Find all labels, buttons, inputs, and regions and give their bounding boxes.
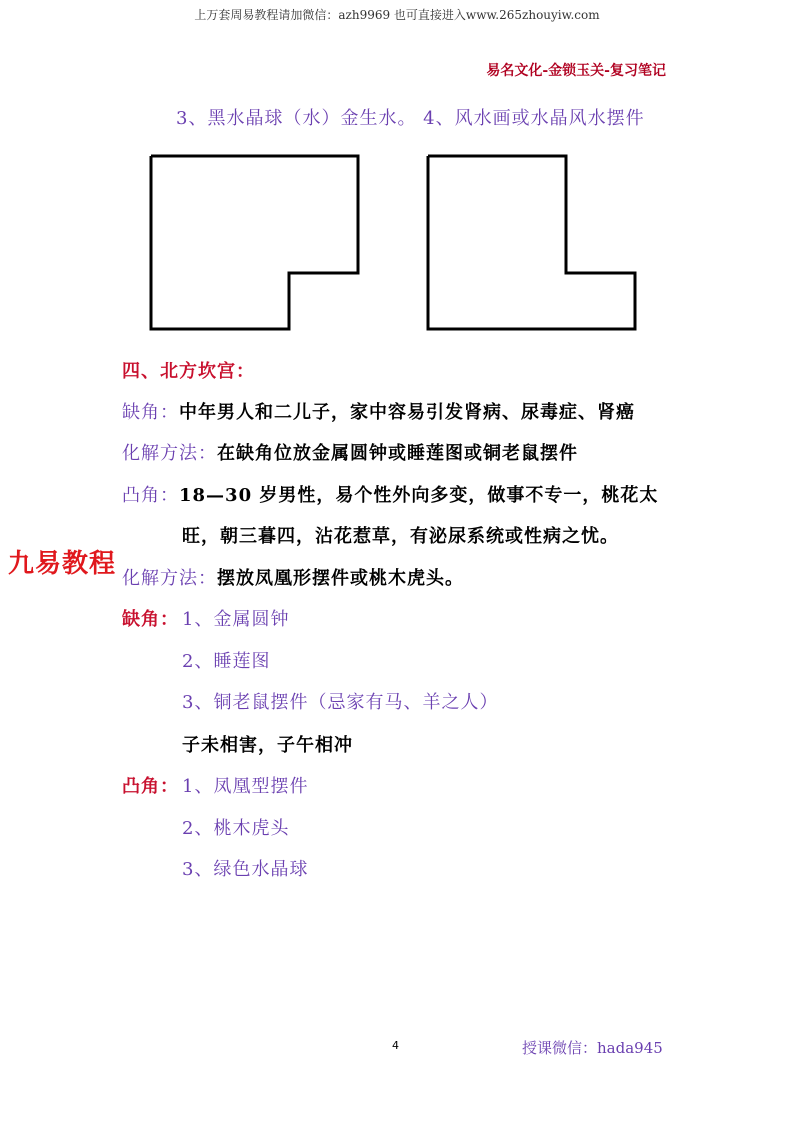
- que-jiao-label: 缺角：: [122, 402, 179, 423]
- tu-list-label: 凸角：: [122, 776, 179, 797]
- que-jiao-text: 中年男人和二儿子，家中容易引发肾病、尿毒症、肾癌: [179, 402, 635, 423]
- document-header: 易名文化-金锁玉关-复习笔记: [486, 63, 666, 79]
- page-number: 4: [392, 1039, 399, 1052]
- huajie-row-1: [122, 439, 578, 465]
- top-contact-note: 上万套周易教程请加微信：azh9969 也可直接进入www.265zhouyiw.com: [194, 8, 600, 22]
- huajie-label-1: 化解方法：: [122, 443, 217, 464]
- floorplan-missing-corner-left: [148, 153, 363, 333]
- huajie-row-2: [122, 564, 464, 590]
- que-list-item: 2、睡莲图: [182, 651, 271, 672]
- tu-list-item: 1、凤凰型摆件: [182, 776, 309, 797]
- huajie-text-2: 摆放凤凰形摆件或桃木虎头。: [217, 568, 464, 589]
- floorplan-missing-corner-right: [425, 153, 640, 333]
- que-list-item: 1、金属圆钟: [182, 609, 290, 630]
- items-line: 3、黑水晶球（水）金生水。 4、风水画或水晶风水摆件: [176, 108, 645, 129]
- huajie-text-1: 在缺角位放金属圆钟或睡莲图或铜老鼠摆件: [217, 443, 578, 464]
- tu-jiao-text-1: 18—30 岁男性，易个性外向多变，做事不专一，桃花太: [179, 485, 659, 506]
- huajie-label-2: 化解方法：: [122, 568, 217, 589]
- que-list-item: 3、铜老鼠摆件（忌家有马、羊之人）: [182, 692, 499, 713]
- note-line: 子未相害，子午相冲: [182, 735, 353, 756]
- tu-jiao-row: [122, 481, 658, 507]
- que-list-label: 缺角：: [122, 609, 179, 630]
- tu-jiao-label: 凸角：: [122, 485, 179, 506]
- footer-contact: 授课微信：hada945: [522, 1039, 663, 1057]
- tu-jiao-text-2: 旺，朝三暮四，沾花惹草，有泌尿系统或性病之忧。: [182, 526, 619, 547]
- watermark-logo: 九易教程: [8, 549, 117, 579]
- tu-list-item: 3、绿色水晶球: [182, 859, 309, 880]
- section-title: 四、北方坎宫：: [122, 361, 255, 382]
- que-jiao-row: [122, 398, 635, 424]
- tu-list-item: 2、桃木虎头: [182, 818, 290, 839]
